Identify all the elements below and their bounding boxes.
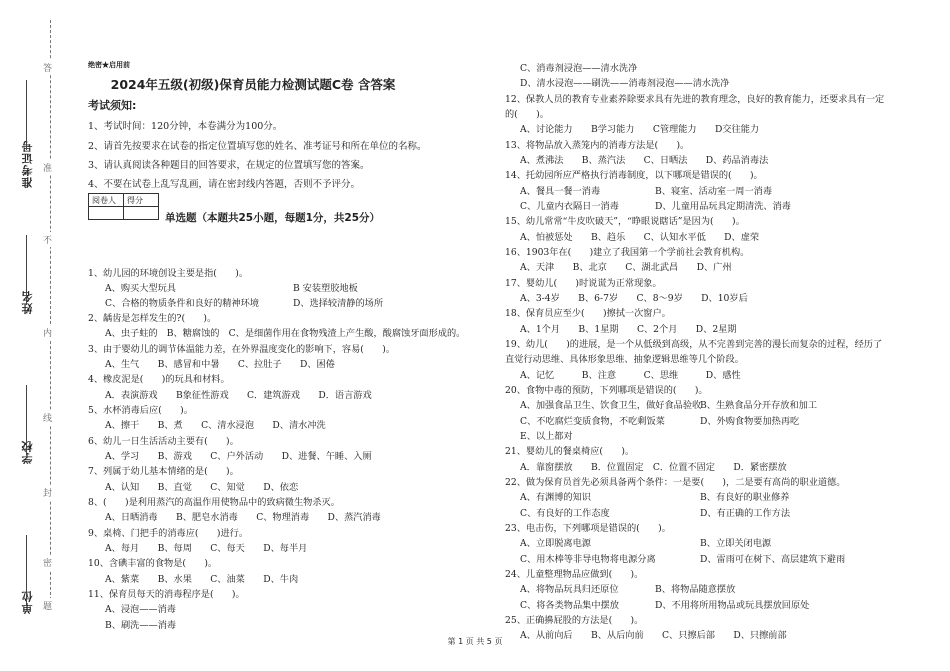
- instruction-item: 1、考试时间：120分钟，本卷满分为100分。: [88, 121, 283, 132]
- margin-ticket-line: [26, 80, 27, 150]
- question-line: C、合格的物质条件和良好的精神环境: [105, 298, 260, 309]
- question-line: C、儿童内衣隔日一消毒: [520, 201, 619, 212]
- question-line: C、不吃腐烂变质食物，不吃剩饭菜: [520, 416, 665, 427]
- margin-school-label: 学校: [21, 440, 34, 464]
- seal-char: 密: [43, 555, 52, 570]
- section-title: 单选题（本题共25小题，每题1分，共25分）: [165, 212, 381, 224]
- question-line: A、天津 B、北京 C、湖北武昌 D、广州: [520, 262, 732, 273]
- question-line: A、生气 B、感冒和中暑 C、拉肚子 D、困倦: [105, 359, 335, 370]
- page-number: 第 1 页 共 5 页: [447, 637, 503, 646]
- question-line: A、擦干 B、煮 C、清水浸泡 D、清水冲洗: [105, 420, 326, 431]
- reviewer-cell: 阅卷人: [89, 194, 124, 207]
- instruction-item: 3、请认真阅读各种题目的回答要求，在规定的位置填写您的答案。: [88, 160, 370, 171]
- question-line: C、将各类物品集中摆放: [520, 600, 619, 611]
- question-line: 14、托幼园所应严格执行消毒制度，以下哪项是错误的( )。: [505, 170, 763, 181]
- question-line: 24、儿童整理物品应做到( )。: [505, 569, 644, 580]
- margin-name-label: 姓名: [21, 290, 34, 314]
- question-line: 3、由于婴幼儿的调节体温能力差，在外界温度变化的影响下，容易( )。: [88, 344, 396, 355]
- question-line: C、有良好的工作态度: [520, 508, 610, 519]
- question-line: A．表演游戏 B象征性游戏 C．建筑游戏 D．语言游戏: [105, 390, 372, 401]
- question-line: D、有正确的工作方法: [700, 508, 791, 519]
- question-line: A、购买大型玩具: [105, 283, 176, 294]
- question-line: A、从前向后 B、从后向前 C、只擦后部 D、只擦前部: [520, 630, 787, 641]
- question-line: 8、( )是利用蒸汽的高温作用使物品中的致病微生物杀灭。: [88, 497, 340, 508]
- question-line: D、选择较清静的场所: [293, 298, 384, 309]
- margin-ticket-label: 准考证号: [21, 140, 34, 188]
- question-line: A、紫菜 B、水果 C、油菜 D、牛肉: [105, 574, 299, 585]
- question-line: 11、保育员每天的消毒程序是( )。: [88, 589, 245, 600]
- question-line: 4、橡皮泥是( )的玩具和材料。: [88, 374, 230, 385]
- seal-char: 内: [43, 325, 52, 340]
- question-line: A、怕被惩处 B、趋乐 C、认知水平低 D、虚荣: [520, 232, 760, 243]
- question-line: A、学习 B、游戏 C、户外活动 D、进餐、午睡、入厕: [105, 451, 372, 462]
- question-line: 5、水杯消毒后应( )。: [88, 405, 193, 416]
- question-line: 1、幼儿园的环境创设主要是指( )。: [88, 268, 249, 279]
- question-line: 直觉行动思维、具体形象思维、抽象逻辑思维等几个阶段。: [505, 354, 744, 365]
- question-line: A、餐具一餐一消毒: [520, 186, 601, 197]
- question-line: A、煮沸法 B、蒸汽法 C、日晒法 D、药品消毒法: [520, 155, 769, 166]
- margin-unit-label: 单位: [21, 590, 34, 614]
- question-line: 12、保教人员的教育专业素养除要求具有先进的教育理念，良好的教育能力，还要求具有一定: [505, 94, 885, 105]
- score-table: [88, 193, 159, 220]
- seal-line: [50, 20, 51, 610]
- question-line: C、消毒剂浸泡——清水洗净: [520, 63, 638, 74]
- seal-char: 封: [43, 485, 52, 500]
- margin-unit-line: [26, 535, 27, 605]
- question-line: A、加强食品卫生、饮食卫生，做好食品验收: [520, 400, 702, 411]
- question-line: 25、正确擤屁股的方法是( )。: [505, 615, 644, 626]
- question-line: D、不用将所用物品或玩具摆放回原处: [655, 600, 810, 611]
- question-line: A、3-4岁 B、6-7岁 C、8～9岁 D、10岁后: [520, 293, 748, 304]
- question-line: B、刷洗——消毒: [105, 620, 177, 631]
- question-line: 10、含碘丰富的食物是( )。: [88, 558, 218, 569]
- question-line: A、讨论能力 B学习能力 C管理能力 D交往能力: [520, 124, 760, 135]
- page-title: 2024年五级(初级)保育员能力检测试题C卷 含答案: [110, 77, 396, 92]
- question-line: B、立即关闭电源: [700, 538, 772, 549]
- margin-name-line: [26, 235, 27, 305]
- question-line: 9、桌椅、门把手的消毒应( )进行。: [88, 528, 249, 539]
- seal-char: 线: [43, 410, 52, 425]
- question-line: A、记忆 B、注意 C、思维 D、感性: [520, 370, 741, 381]
- instruction-item: 4、不要在试卷上乱写乱画，请在密封线内答题，否则不予评分。: [88, 179, 361, 190]
- question-line: 16、1903年在( )建立了我国第一个学前社会教育机构。: [505, 247, 750, 258]
- question-line: A、每月 B、每周 C、每天 D、每半月: [105, 543, 308, 554]
- question-line: D、外购食物要加热再吃: [700, 416, 800, 427]
- seal-char: 题: [43, 598, 52, 613]
- instructions-heading: 考试须知:: [88, 99, 137, 112]
- question-line: D、清水浸泡——刷洗——消毒剂浸泡——清水洗净: [520, 78, 730, 89]
- question-line: C、用木棒等非导电物将电源分离: [520, 554, 656, 565]
- margin-school-line: [26, 385, 27, 455]
- question-line: A、将物品玩具归还原位: [520, 584, 619, 595]
- question-line: E、以上都对: [520, 431, 573, 442]
- question-line: B、生熟食品分开存放和加工: [700, 400, 818, 411]
- question-line: 18、保育员应至少( )擦拭一次窗户。: [505, 308, 671, 319]
- question-line: A、1个月 B、1星期 C、2个月 D、2星期: [520, 324, 737, 335]
- reviewer-blank: [89, 207, 124, 220]
- question-line: A、有渊博的知识: [520, 492, 591, 503]
- question-line: A、浸泡——消毒: [105, 604, 176, 615]
- question-line: 21、婴幼儿的餐桌椅应( )。: [505, 446, 635, 457]
- question-line: B、有良好的职业修养: [700, 492, 790, 503]
- question-line: 17、婴幼儿( )时说谎为正常现象。: [505, 278, 662, 289]
- question-line: D、雷雨可在树下、高层建筑下避雨: [700, 554, 846, 565]
- seal-char: 答: [43, 60, 52, 75]
- question-line: A、认知 B、直觉 C、知觉 D、依恋: [105, 482, 299, 493]
- confidential-tag: 绝密★启用前: [88, 60, 130, 69]
- question-line: A、立即脱离电源: [520, 538, 591, 549]
- question-line: 6、幼儿一日生活活动主要有( )。: [88, 436, 239, 447]
- question-line: 的( )。: [505, 109, 549, 120]
- seal-char: 不: [43, 232, 52, 247]
- question-line: 19、幼儿( )的进展，是一个从低级到高级，从不完善到完善的漫长而复杂的过程，经历了: [505, 339, 883, 350]
- question-line: A．靠窗摆放 B．位置固定 C．位置不固定 D．紧密摆放: [520, 462, 787, 473]
- question-line: 2、龋齿是怎样发生的?( )。: [88, 313, 217, 324]
- question-line: A、日晒消毒 B、肥皂水消毒 C、物理消毒 D、蒸汽消毒: [105, 512, 381, 523]
- question-line: 15、幼儿常常“牛皮吹破天”，“睁眼说瞎话”是因为( )。: [505, 216, 745, 227]
- seal-char: 准: [43, 160, 52, 175]
- question-line: 13、将物品放入蒸笼内的消毒方法是( )。: [505, 140, 690, 151]
- question-line: B 安装塑胶地板: [293, 283, 358, 294]
- question-line: A、虫子蛀的 B、糖腐蚀的 C、是细菌作用在食物残渣上产生酸，酸腐蚀牙面形成的。: [105, 328, 466, 339]
- question-line: D、儿童用品玩具定期清洗、消毒: [655, 201, 791, 212]
- question-line: B、将物品随意摆放: [655, 584, 736, 595]
- question-line: 7、列属于幼儿基本情绪的是( )。: [88, 466, 239, 477]
- instruction-item: 2、请首先按要求在试卷的指定位置填写您的姓名、准考证号和所在单位的名称。: [88, 141, 427, 152]
- question-line: 22、做为保育员首先必须具备两个条件：一是要( )，二是要有高尚的职业道德。: [505, 477, 846, 488]
- score-blank: [124, 207, 159, 220]
- question-line: 23、电击伤，下列哪项是错误的( )。: [505, 523, 671, 534]
- score-cell: 得分: [124, 194, 159, 207]
- question-line: 20、食物中毒的预防，下列哪项是错误的( )。: [505, 385, 708, 396]
- question-line: B、寝室、活动室一周一消毒: [655, 186, 773, 197]
